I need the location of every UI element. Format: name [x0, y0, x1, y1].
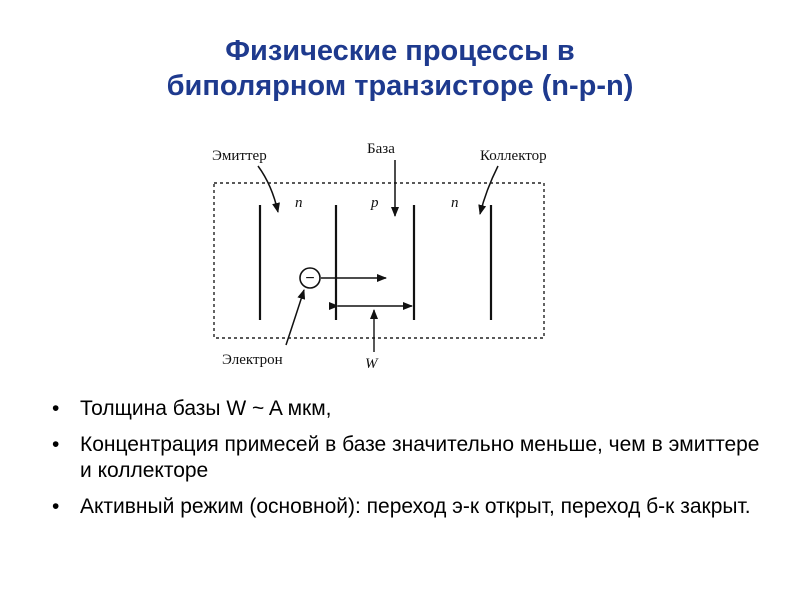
width-label: W	[365, 356, 378, 372]
bullet-marker: •	[52, 433, 60, 456]
collector-label: Коллектор	[480, 148, 547, 164]
base-region-letter: p	[371, 195, 379, 211]
bullet-marker: •	[52, 397, 60, 420]
slide-title-line-2: биполярном транзисторе (n-p-n)	[166, 70, 634, 102]
collector-pointer-arrow	[480, 166, 498, 214]
bullet-item-impurity-concentration	[52, 432, 772, 484]
emitter-region-letter: n	[295, 195, 303, 211]
slide-title-line-1: Физические процессы в	[225, 35, 575, 67]
bullet-item-active-mode	[52, 494, 772, 520]
bullet-marker: •	[52, 495, 60, 518]
bullet-text: Толщина базы W ~ A мкм,	[80, 397, 332, 420]
bullet-text: Активный режим (основной): переход э-к открыт, переход б-к закрыт.	[80, 495, 751, 518]
electron-pointer-arrow	[286, 290, 304, 345]
emitter-label: Эмиттер	[212, 148, 267, 164]
bullet-list	[52, 396, 772, 530]
npn-transistor-diagram	[200, 140, 580, 375]
slide-title	[0, 34, 800, 104]
electron-charge-sign: −	[305, 270, 315, 287]
collector-region-letter: n	[451, 195, 459, 211]
bullet-text: Концентрация примесей в базе значительно меньше, чем в эмиттере и коллекторе	[80, 433, 760, 482]
electron-label: Электрон	[222, 352, 283, 368]
device-boundary	[214, 183, 544, 338]
base-label: База	[367, 141, 395, 157]
bullet-item-base-thickness	[52, 396, 772, 422]
